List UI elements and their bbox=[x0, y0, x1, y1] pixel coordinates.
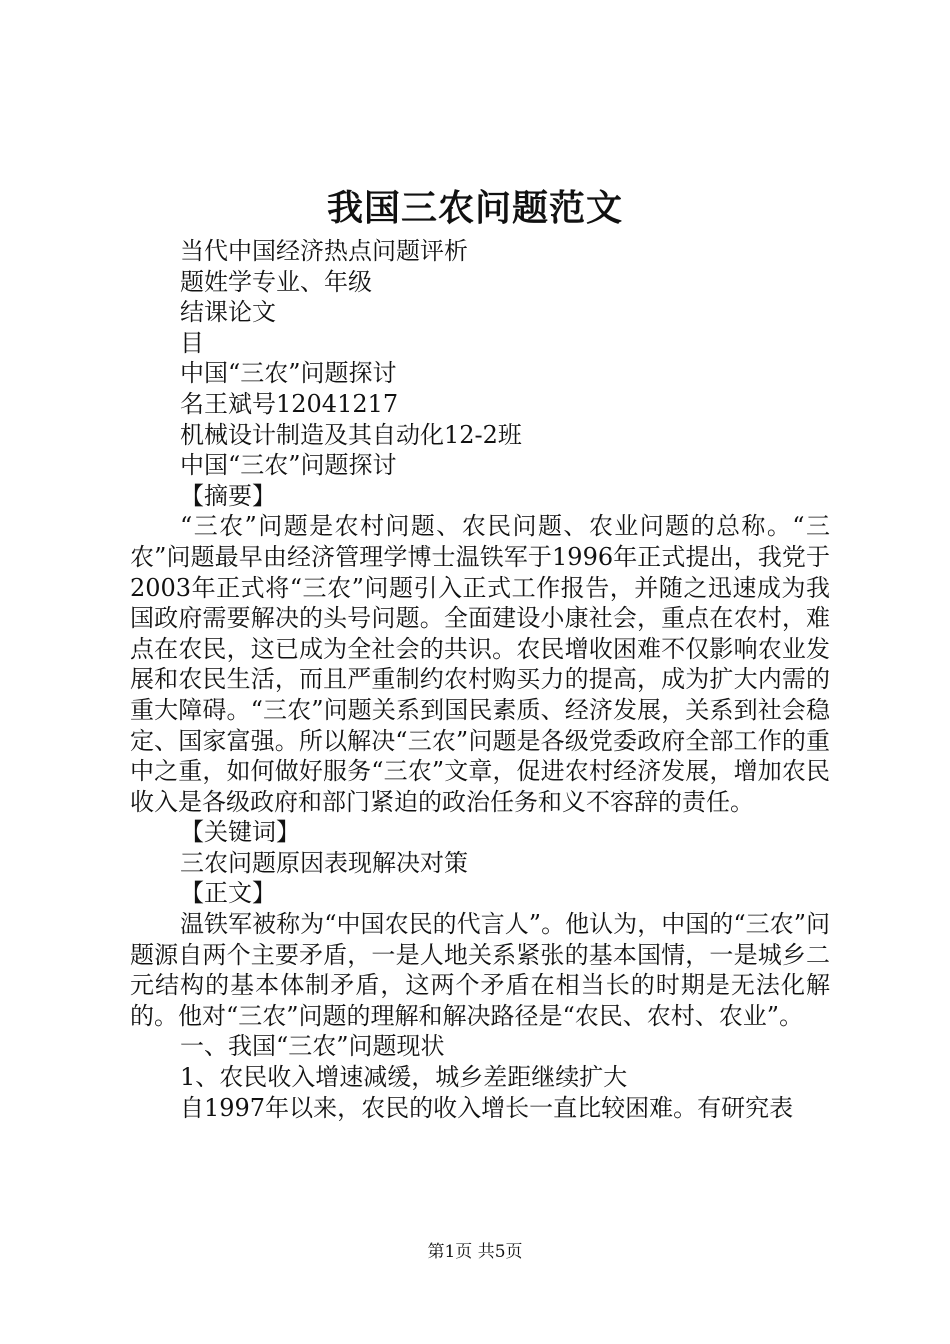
student-name-line: 名王斌号12041217 bbox=[180, 389, 399, 418]
body-heading: 【正文】 bbox=[180, 879, 276, 908]
class-line: 机械设计制造及其自动化12-2班 bbox=[180, 420, 522, 449]
document-title: 我国三农问题范文 bbox=[326, 187, 623, 229]
keywords-heading: 【关键词】 bbox=[180, 818, 300, 847]
student-major-line: 题姓学专业、年级 bbox=[180, 267, 372, 296]
abstract-heading: 【摘要】 bbox=[180, 481, 276, 510]
course-title-line: 当代中国经济热点问题评析 bbox=[180, 237, 468, 265]
paper-type-line: 结课论文 bbox=[180, 298, 276, 327]
paper-title-line: 中国“三农”问题探讨 bbox=[180, 451, 397, 480]
subject-label-line: 目 bbox=[180, 328, 204, 357]
closing-paragraph: 自1997年以来，农民的收入增长一直比较困难。有研究表 bbox=[180, 1093, 794, 1122]
page-footer: 第1页 共5页 bbox=[427, 1242, 523, 1262]
section-heading: 一、我国“三农”问题现状 bbox=[180, 1032, 445, 1061]
abstract-paragraph: “三农”问题是农村问题、农民问题、农业问题的总称。“三农”问题最早由经济管理学博士温铁军于1996年正式提出，我党于2003年正式将“三农”问题引入正式工作报告，并随之迅速成为我国政府需要解决的头号问题。全面建设小康社会，重点在农村，难点在农民，这已成为全社会的共识。农民增收困难不仅影响农业发展和农民生活，而且严重制约农村购买力的提高，成为扩大内需的重大障碍。“三农”问题关系到国民素质、经济发展，关系到社会稳定、国家富强。所以解决“三农”问题是各级党委政府全部工作的重中之重，如何做好服务“三农”文章，促进农村经济发展，增加农民收入是各级政府和部门紧迫的政治任务和义不容辞的责任。 bbox=[130, 512, 830, 816]
body-paragraph: 温铁军被称为“中国农民的代言人”。他认为，中国的“三农”问题源自两个主要矛盾，一是人地关系紧张的基本国情，一是城乡二元结构的基本体制矛盾，这两个矛盾在相当长的时期是无法化解的。他对“三农”问题的理解和解决路径是“农民、农村、农业”。 bbox=[130, 910, 830, 1030]
subsection-heading: 1、农民收入增速减缓，城乡差距继续扩大 bbox=[180, 1063, 628, 1092]
document-body bbox=[130, 236, 830, 1123]
keywords-text: 三农问题原因表现解决对策 bbox=[180, 848, 468, 877]
topic-line: 中国“三农”问题探讨 bbox=[180, 359, 397, 388]
